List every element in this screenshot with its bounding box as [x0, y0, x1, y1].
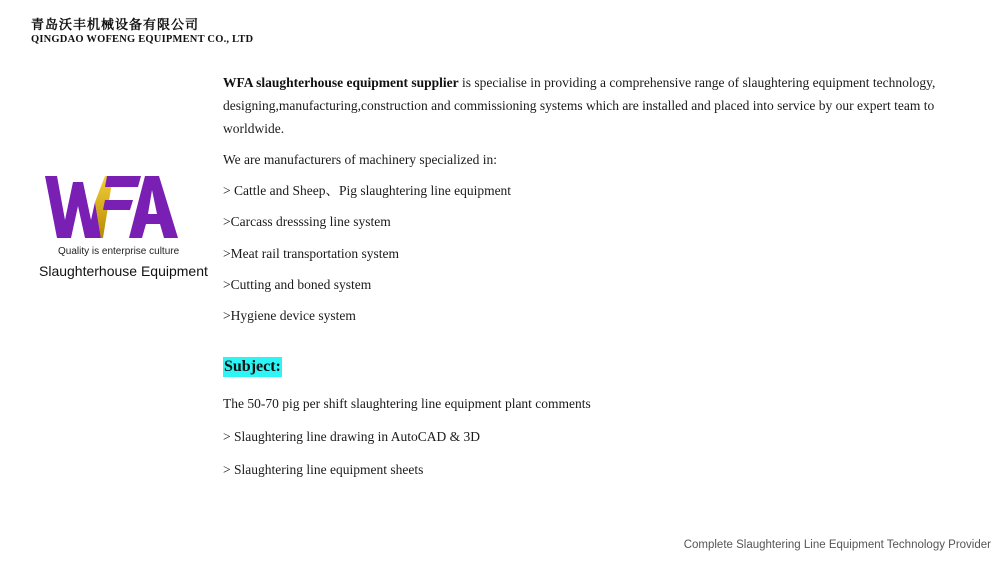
list-item: >Meat rail transportation system	[223, 246, 399, 261]
intro-text: is specialise in providing a comprehensive range of slaughtering equipment technology, designing,manufacturing,construction and commissioning systems which are installed and placed into service by our expert team to worldwide.	[223, 75, 936, 136]
company-name-english: QINGDAO WOFENG EQUIPMENT CO., LTD	[31, 34, 254, 45]
wfa-logo-mark	[45, 172, 179, 242]
list-item: >Cutting and boned system	[223, 277, 372, 292]
subject-line: The 50-70 pig per shift slaughtering line equipment plant comments	[223, 396, 591, 411]
intro-paragraph	[223, 71, 973, 140]
logo-caption: Slaughterhouse Equipment	[39, 263, 208, 279]
list-item: > Cattle and Sheep、Pig slaughtering line equipment	[223, 183, 512, 198]
subject-line: > Slaughtering line equipment sheets	[223, 462, 424, 477]
list-item: >Carcass dresssing line system	[223, 214, 391, 229]
intro-bold: WFA slaughterhouse equipment supplier	[223, 75, 459, 90]
footer-text: Complete Slaughtering Line Equipment Technology Provider	[683, 539, 991, 551]
main-content	[223, 71, 973, 477]
subject-label: Subject:	[224, 358, 281, 375]
subject-line: > Slaughtering line drawing in AutoCAD & 3D	[223, 429, 480, 444]
logo	[36, 172, 211, 279]
logo-tagline: Quality is enterprise culture	[58, 246, 180, 257]
list-item: >Hygiene device system	[223, 308, 356, 323]
manufacturers-line: We are manufacturers of machinery specialized in:	[223, 152, 498, 167]
company-name-chinese: 青岛沃丰机械设备有限公司	[31, 18, 200, 33]
